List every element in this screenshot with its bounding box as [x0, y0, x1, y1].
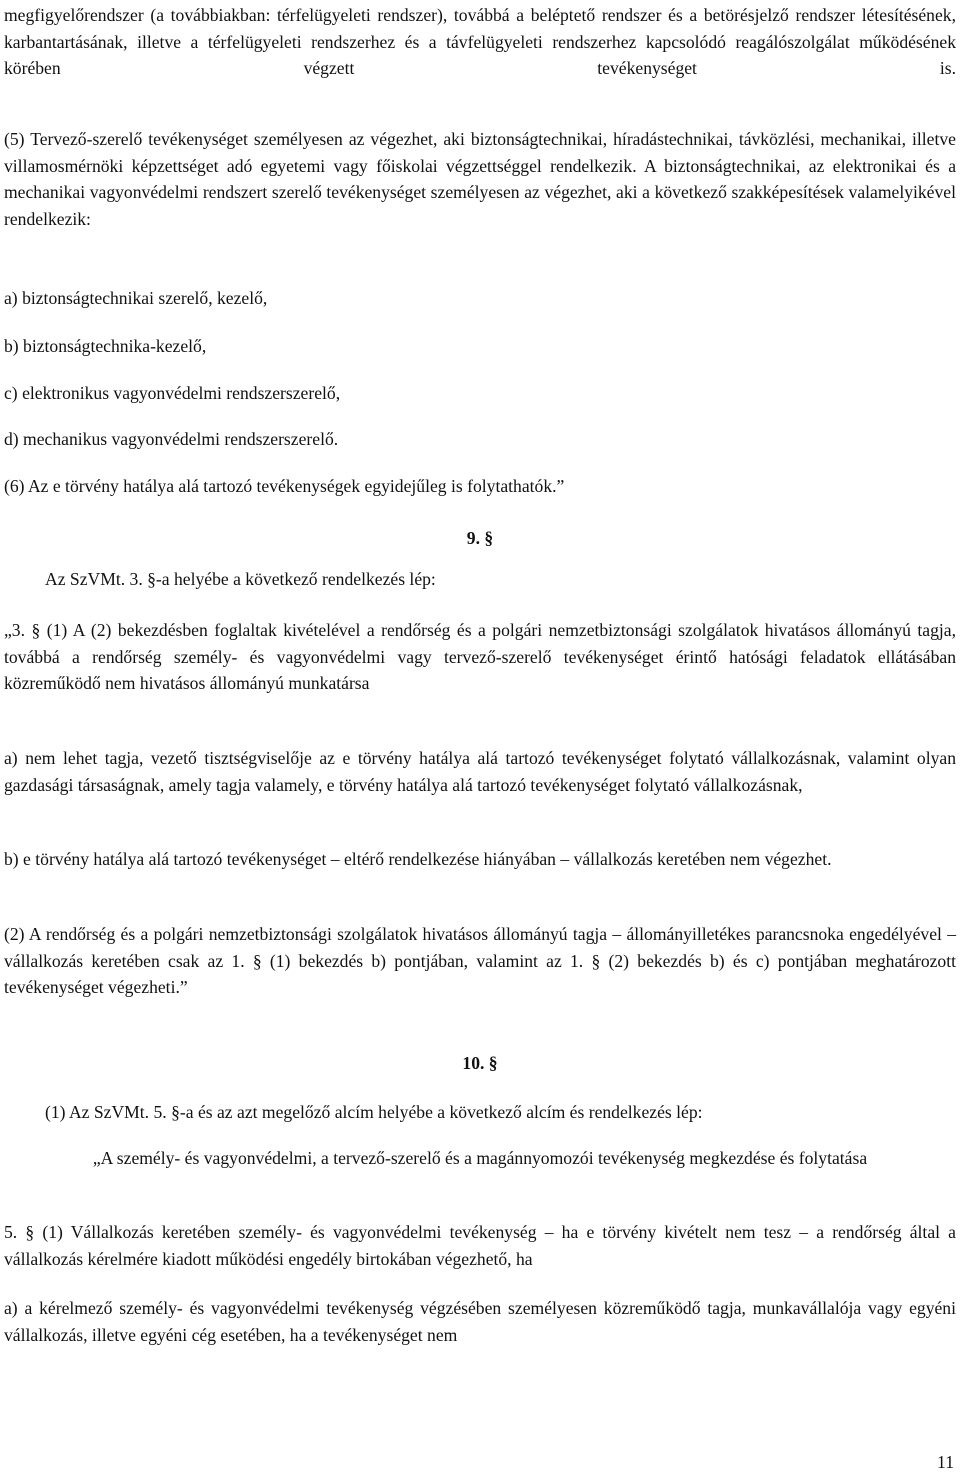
- paragraph-intro-continuation: megfigyelőrendszer (a továbbiakban: térfelügyeleti rendszer), továbbá a beléptető rendszer és a betörésjelző rendszer létesítésének, karbantartásának, illetve a térfelügyeleti rendszerhez és a távfelügyeleti rendszerhez kapcsolódó reagálószolgálat működésének körében végzett tevékenységet is.: [4, 5, 956, 78]
- paragraph-3-1: „3. § (1) A (2) bekezdésben foglaltak kivételével a rendőrség és a polgári nemzetbiztonsági szolgálatok hivatásos állományú tagja, továbbá a rendőrség személy- és vagyonvédelmi vagy tervező-szerelő tevékenységet érintő hatósági feladatok ellátásában közreműködő nem hivatásos állományú munkatársa: [4, 620, 956, 693]
- paragraph-3-2: (2) A rendőrség és a polgári nemzetbiztonsági szolgálatok hivatásos állományú tagja – állományilletékes parancsnoka engedélyével – vállalkozás keretében csak az 1. § (1) bekezdés b) pontjában, valamint az 1. § (2) bekezdés b) és c) pontjában meghatározott tevékenységet végezheti.”: [4, 924, 956, 997]
- section-10-intro: (1) Az SzVMt. 5. §-a és az azt megelőző alcím helyébe a következő alcím és rendelkezés lép:: [45, 1102, 703, 1122]
- list-item-c: c) elektronikus vagyonvédelmi rendszerszerelő,: [4, 383, 341, 403]
- paragraph-5: (5) Tervező-szerelő tevékenységet személyesen az végezhet, aki biztonságtechnikai, híradástechnikai, távközlési, mechanikai, illetve villamosmérnöki képzettséget adó egyetemi vagy főiskolai végzettséggel rendelkezik. A biztonságtechnikai, az elektronikai és a mechanikai vagyonvédelmi rendszert szerelő tevékenységet személyesen az végezhet, aki a következő szakképesítések valamelyikével rendelkezik:: [4, 129, 956, 229]
- paragraph-3-1-b: b) e törvény hatálya alá tartozó tevékenységet – eltérő rendelkezése hiányában – vállalkozás keretében nem végezhet.: [4, 849, 832, 869]
- list-item-d: d) mechanikus vagyonvédelmi rendszerszerelő.: [4, 429, 339, 449]
- section-9-heading: 9. §: [466, 528, 494, 548]
- section-10-heading: 10. §: [462, 1053, 498, 1073]
- list-item-b: b) biztonságtechnika-kezelő,: [4, 336, 207, 356]
- page-number: 11: [937, 1452, 954, 1472]
- section-9-intro: Az SzVMt. 3. §-a helyébe a következő rendelkezés lép:: [45, 569, 436, 589]
- paragraph-6: (6) Az e törvény hatálya alá tartozó tevékenységek egyidejűleg is folytathatók.”: [4, 476, 565, 496]
- paragraph-3-1-a: a) nem lehet tagja, vezető tisztségviselője az e törvény hatálya alá tartozó tevékenységet folytató vállalkozásnak, valamint olyan gazdasági társaságnak, amely tagja valamely, e törvény hatálya alá tartozó tevékenységet folytató vállalkozásnak,: [4, 748, 956, 795]
- paragraph-5-1-a: a) a kérelmező személy- és vagyonvédelmi tevékenység végzésében személyesen közreműködő tagja, munkavállalója vagy egyéni vállalkozás, illetve egyéni cég esetében, ha a tevékenységet nem: [4, 1298, 956, 1345]
- list-item-a: a) biztonságtechnikai szerelő, kezelő,: [4, 288, 268, 308]
- subtitle: „A személy- és vagyonvédelmi, a tervező-szerelő és a magánnyomozói tevékenység megkezdése és folytatása: [92, 1148, 868, 1168]
- paragraph-5-1: 5. § (1) Vállalkozás keretében személy- és vagyonvédelmi tevékenység – ha e törvény kivételt nem tesz – a rendőrség által a vállalkozás kérelmére kiadott működési engedély birtokában végezhető, ha: [4, 1222, 956, 1269]
